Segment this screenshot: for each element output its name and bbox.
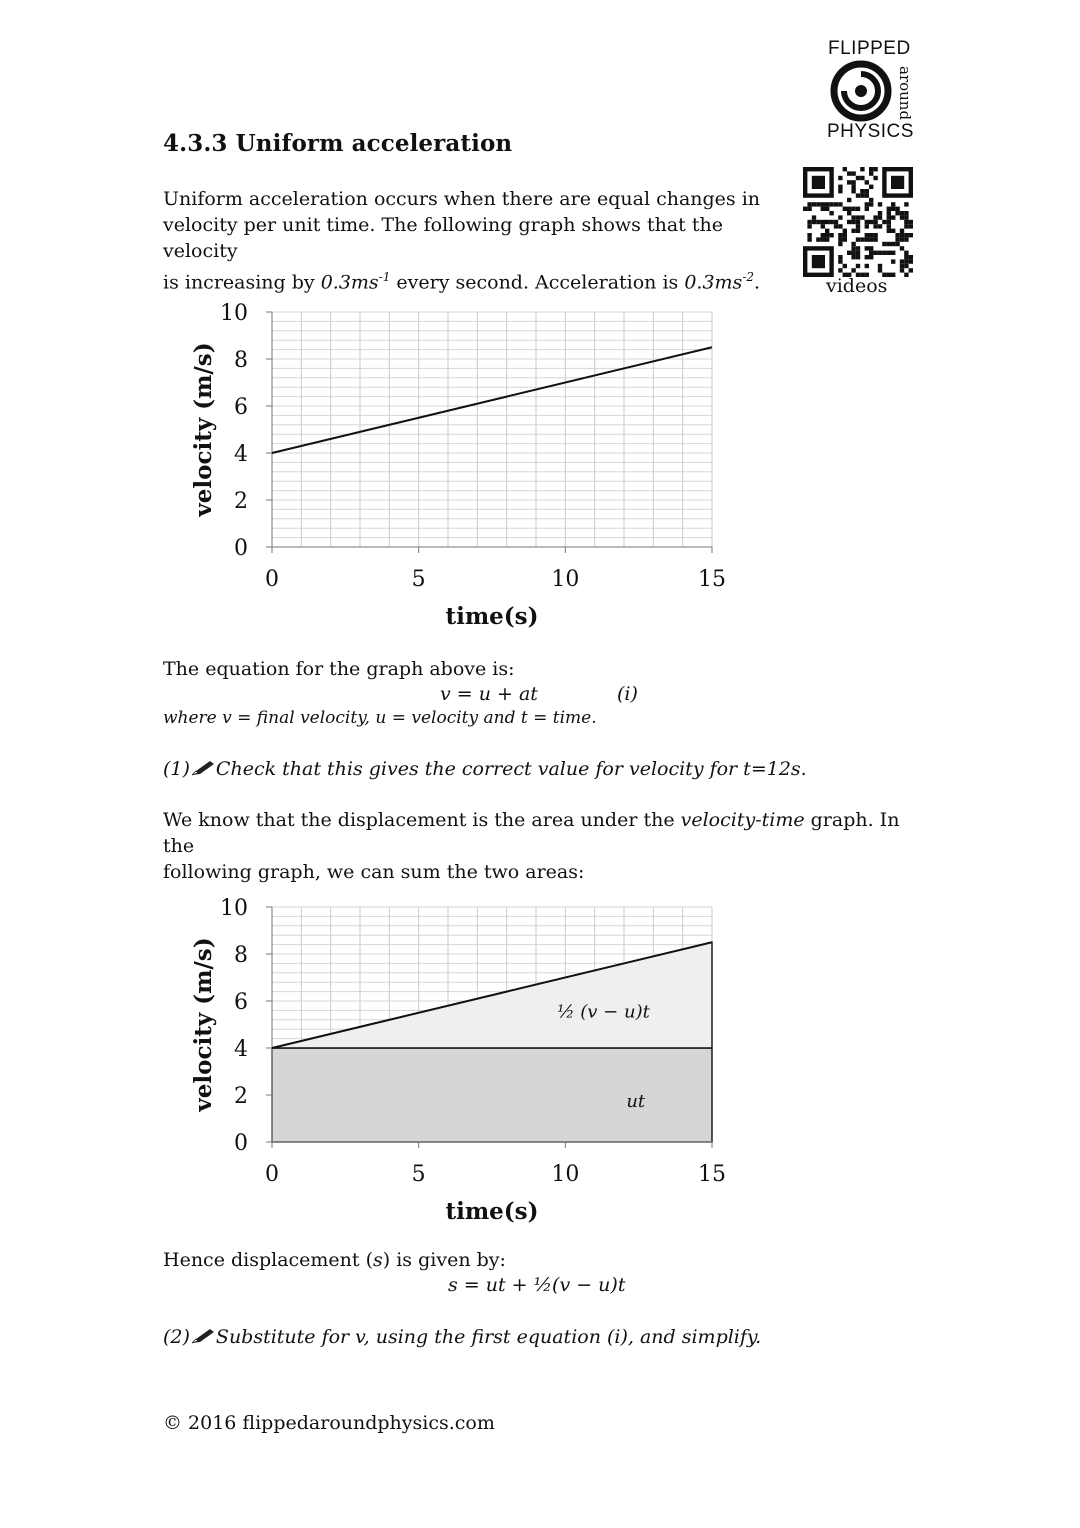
x-tick-label: 10 bbox=[551, 1162, 580, 1187]
area-label-ut: ut bbox=[626, 1090, 646, 1112]
displacement-line-1: We know that the displacement is the area under the velocity-time graph. In the bbox=[163, 809, 900, 857]
y-tick-label: 2 bbox=[234, 1084, 248, 1109]
copyright-footer: © 2016 flippedaroundphysics.com bbox=[163, 1412, 495, 1434]
intro-paragraph bbox=[163, 186, 803, 295]
y-axis-title: velocity (m/s) bbox=[190, 937, 217, 1112]
x-tick-label: 0 bbox=[265, 567, 279, 592]
section-title: 4.3.3 Uniform acceleration bbox=[163, 130, 513, 157]
y-tick-label: 0 bbox=[234, 536, 248, 561]
y-axis-title: velocity (m/s) bbox=[190, 342, 217, 517]
y-tick-label: 2 bbox=[234, 489, 248, 514]
intro-line-1: Uniform acceleration occurs when there are equal changes in bbox=[163, 188, 761, 210]
flipped-physics-logo-icon bbox=[826, 60, 916, 124]
velocity-time-chart-1 bbox=[180, 290, 760, 640]
logo-around-text: around bbox=[896, 66, 914, 121]
intro-line-2: velocity per unit time. The following graph shows that the velocity bbox=[163, 214, 723, 262]
hence-lead: Hence displacement (s) is given by: bbox=[163, 1249, 506, 1271]
velocity-time-chart-2 bbox=[180, 885, 760, 1235]
equation-tag: (i) bbox=[617, 683, 638, 705]
y-tick-label: 8 bbox=[234, 348, 248, 373]
task-1: (1) Check that this gives the correct value for velocity for t=12s. bbox=[163, 758, 807, 780]
equation-v-u-at: v = u + at bbox=[440, 683, 538, 705]
x-tick-label: 15 bbox=[698, 1162, 726, 1187]
x-axis-title: time(s) bbox=[445, 603, 539, 630]
y-tick-label: 0 bbox=[234, 1131, 248, 1156]
series-line bbox=[272, 347, 712, 453]
displacement-line-2: following graph, we can sum the two areas: bbox=[163, 861, 585, 883]
qr-caption: videos bbox=[826, 275, 888, 297]
intro-line-3: is increasing by $0.3ms^{-1}$ every second. Acceleration is $0.3ms^{-2}$. bbox=[163, 270, 761, 294]
pencil-icon bbox=[190, 1327, 216, 1345]
equation-where: where v = final velocity, u = velocity and t = time. bbox=[163, 708, 597, 728]
x-tick-label: 5 bbox=[411, 1162, 426, 1187]
displacement-equation: s = ut + ½(v − u)t bbox=[448, 1274, 626, 1296]
y-tick-label: 10 bbox=[220, 896, 248, 921]
qr-code-icon[interactable] bbox=[803, 167, 915, 277]
x-tick-label: 0 bbox=[265, 1162, 279, 1187]
y-tick-label: 6 bbox=[234, 395, 248, 420]
pencil-icon bbox=[190, 759, 216, 777]
area-label-triangle: ½ (v − u)t bbox=[557, 1001, 650, 1023]
equation-lead: The equation for the graph above is: bbox=[163, 658, 515, 680]
displacement-paragraph bbox=[163, 807, 923, 885]
y-tick-label: 6 bbox=[234, 990, 248, 1015]
x-tick-label: 5 bbox=[411, 567, 426, 592]
area-region-rectangle-outline bbox=[272, 1048, 712, 1142]
y-tick-label: 4 bbox=[234, 1037, 248, 1062]
x-tick-label: 10 bbox=[551, 567, 580, 592]
logo-physics-text: PHYSICS bbox=[827, 121, 914, 142]
y-tick-label: 8 bbox=[234, 943, 248, 968]
logo-flipped-text: FLIPPED bbox=[828, 38, 911, 59]
y-tick-label: 10 bbox=[220, 301, 248, 326]
task-2: (2) Substitute for v, using the first equation (i), and simplify. bbox=[163, 1326, 762, 1348]
x-axis-title: time(s) bbox=[445, 1198, 539, 1225]
x-tick-label: 15 bbox=[698, 567, 726, 592]
y-tick-label: 4 bbox=[234, 442, 248, 467]
